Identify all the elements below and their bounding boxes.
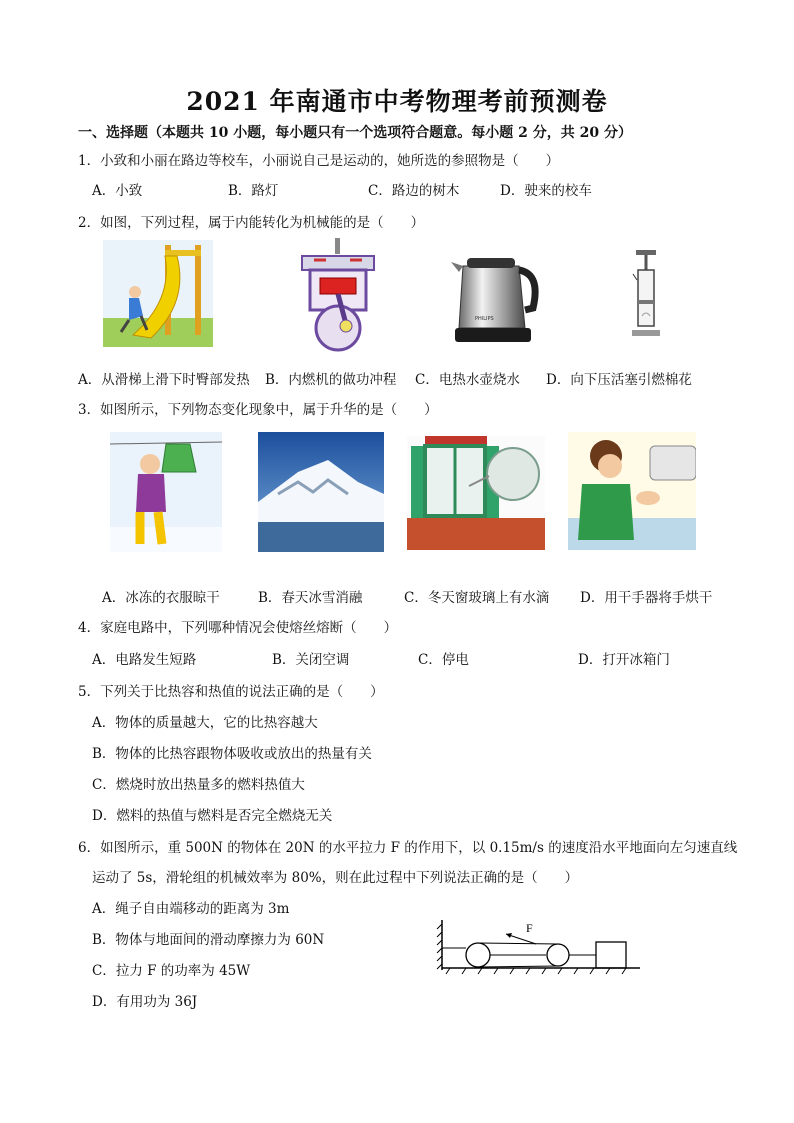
q2-option-b: B．内燃机的做功冲程 [265, 372, 397, 388]
q5-option-a: A．物体的质量越大，它的比热容越大 [92, 715, 318, 731]
q1-option-b: B．路灯 [228, 183, 279, 199]
q2-option-c: C．电热水壶烧水 [415, 372, 520, 388]
piston-cylinder-picture [628, 250, 664, 340]
q4-option-c: C．停电 [418, 652, 469, 668]
kettle-picture [449, 252, 541, 346]
page-title: 2021 年南通市中考物理考前预测卷 [186, 87, 608, 116]
q3-option-d: D．用干手器将手烘干 [580, 590, 713, 606]
q4-option-b: B．关闭空调 [272, 652, 350, 668]
question-4-stem: 4．家庭电路中，下列哪种情况会使熔丝熔断（ ） [78, 620, 398, 636]
q2-option-a: A．从滑梯上滑下时臀部发热 [78, 372, 250, 388]
q6-option-b: B．物体与地面间的滑动摩擦力为 60N [92, 932, 325, 948]
window-droplets-picture [407, 436, 545, 550]
engine-picture [296, 238, 380, 352]
q6-option-c: C．拉力 F 的功率为 45W [92, 963, 251, 979]
q5-option-d: D．燃料的热值与燃料是否完全燃烧无关 [92, 808, 333, 824]
question-6-stem-line2: 运动了 5s，滑轮组的机械效率为 80%，则在此过程中下列说法正确的是（ ） [92, 870, 579, 886]
q3-option-b: B．春天冰雪消融 [258, 590, 363, 606]
snow-mountain-picture [258, 432, 384, 552]
slide-picture [103, 240, 213, 347]
q1-option-a: A．小致 [92, 183, 143, 199]
frozen-clothes-picture [110, 432, 222, 552]
hand-dryer-picture [568, 432, 696, 550]
question-6-stem-line1: 6．如图所示，重 500N 的物体在 20N 的水平拉力 F 的作用下，以 0.15m/s 的速度沿水平地面向左匀速直线 [78, 840, 738, 856]
question-3-stem: 3．如图所示，下列物态变化现象中，属于升华的是（ ） [78, 402, 438, 418]
q3-option-a: A．冰冻的衣服晾干 [102, 590, 220, 606]
pulley-diagram [436, 918, 642, 976]
q2-option-d: D．向下压活塞引燃棉花 [546, 372, 692, 388]
q4-option-a: A．电路发生短路 [92, 652, 197, 668]
q1-option-d: D．驶来的校车 [500, 183, 592, 199]
question-5-stem: 5．下列关于比热容和热值的说法正确的是（ ） [78, 684, 384, 700]
force-label: F [526, 921, 533, 935]
q5-option-b: B．物体的比热容跟物体吸收或放出的热量有关 [92, 746, 372, 762]
kettle-brand-label: PHILIPS [475, 316, 494, 322]
section-heading: 一、选择题（本题共 10 小题，每小题只有一个选项符合题意。每小题 2 分，共 20 分） [78, 125, 632, 141]
q4-option-d: D．打开冰箱门 [578, 652, 670, 668]
q1-option-c: C．路边的树木 [368, 183, 460, 199]
q6-option-a: A．绳子自由端移动的距离为 3m [92, 901, 290, 917]
q6-option-d: D．有用功为 36J [92, 994, 198, 1010]
question-2-stem: 2．如图，下列过程，属于内能转化为机械能的是（ ） [78, 215, 425, 231]
q3-option-c: C．冬天窗玻璃上有水滴 [404, 590, 550, 606]
q5-option-c: C．燃烧时放出热量多的燃料热值大 [92, 777, 305, 793]
question-1-stem: 1．小致和小丽在路边等校车，小丽说自己是运动的，她所选的参照物是（ ） [78, 153, 560, 169]
